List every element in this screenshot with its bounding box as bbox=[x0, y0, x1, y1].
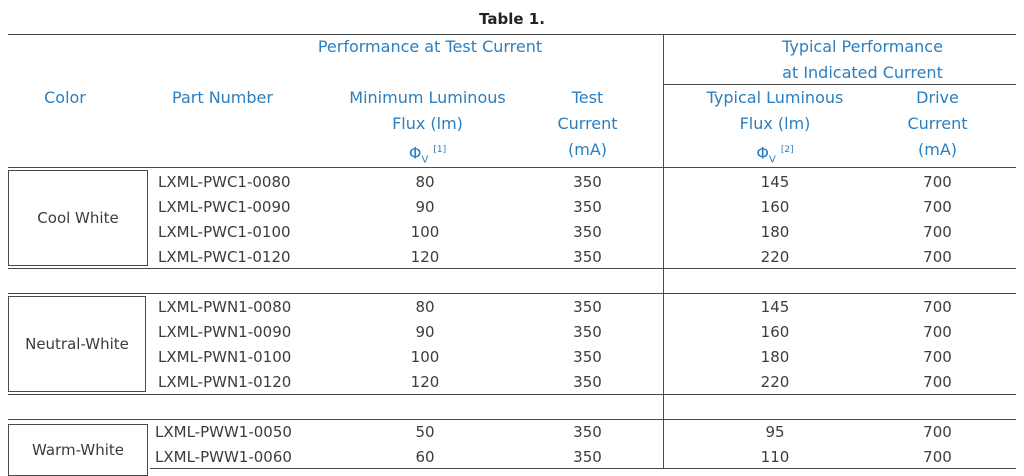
table-row-min-flux: 100 bbox=[410, 348, 440, 366]
group-separator-top bbox=[8, 268, 1016, 269]
color-cell-cool-white: Cool White bbox=[8, 170, 148, 266]
table-row-typ-flux: 145 bbox=[760, 298, 790, 316]
table-row-part: LXML-PWC1-0080 bbox=[158, 173, 291, 191]
col-header-test-current-line1: Test bbox=[571, 88, 604, 107]
col-header-test-current-line3: (mA) bbox=[567, 140, 607, 159]
table-row-test-current: 350 bbox=[573, 198, 602, 216]
col-header-typ-flux-line1: Typical Luminous bbox=[706, 88, 844, 107]
table-row-test-current: 350 bbox=[573, 423, 602, 441]
table-row-test-current: 350 bbox=[573, 298, 602, 316]
table-row-part: LXML-PWC1-0120 bbox=[158, 248, 291, 266]
group-separator-top bbox=[8, 394, 1016, 395]
table-row-drive-current: 700 bbox=[923, 348, 952, 366]
group-header-test: Performance at Test Current bbox=[317, 37, 543, 56]
table-row-min-flux: 100 bbox=[410, 223, 440, 241]
group-divider bbox=[663, 34, 664, 469]
table-row-drive-current: 700 bbox=[923, 223, 952, 241]
table-row-part: LXML-PWN1-0080 bbox=[158, 298, 292, 316]
table-row-test-current: 350 bbox=[573, 323, 602, 341]
col-header-drive-current-line2: Current bbox=[907, 114, 968, 133]
table-row-part: LXML-PWN1-0120 bbox=[158, 373, 292, 391]
col-header-min-flux-symbol: $\Phi_V$ [1] bbox=[408, 143, 447, 166]
table-row-part: LXML-PWN1-0090 bbox=[158, 323, 292, 341]
table-row-part: LXML-PWC1-0090 bbox=[158, 198, 291, 216]
col-header-min-flux-line2: Flux (lm) bbox=[392, 114, 463, 133]
table-row-min-flux: 120 bbox=[410, 373, 440, 391]
table-row-test-current: 350 bbox=[573, 223, 602, 241]
group-header-typical-line2: at Indicated Current bbox=[782, 63, 943, 82]
table-row-min-flux: 80 bbox=[415, 298, 435, 316]
table-row-typ-flux: 110 bbox=[760, 448, 790, 466]
table-row-test-current: 350 bbox=[573, 173, 602, 191]
group-header-typical-line1: Typical Performance bbox=[782, 37, 943, 56]
table-row-drive-current: 700 bbox=[923, 198, 952, 216]
col-header-min-flux-line1: Minimum Luminous bbox=[349, 88, 506, 107]
table-row-drive-current: 700 bbox=[923, 173, 952, 191]
col-header-min-flux bbox=[335, 85, 520, 174]
table-title: Table 1. bbox=[479, 10, 545, 28]
col-header-drive-current-line3: (mA) bbox=[917, 140, 957, 159]
table-row-test-current: 350 bbox=[573, 248, 602, 266]
table-row-typ-flux: 95 bbox=[765, 423, 785, 441]
table-row-min-flux: 90 bbox=[415, 323, 435, 341]
col-header-drive-current bbox=[895, 85, 980, 163]
col-header-typ-flux-symbol: $\Phi_V$ [2] bbox=[756, 143, 794, 166]
table-row-drive-current: 700 bbox=[923, 248, 952, 266]
table-row-test-current: 350 bbox=[573, 348, 602, 366]
table-row-test-current: 350 bbox=[573, 373, 602, 391]
table-row-drive-current: 700 bbox=[923, 448, 952, 466]
table-row-typ-flux: 220 bbox=[760, 248, 790, 266]
table-row-min-flux: 50 bbox=[415, 423, 435, 441]
table-row-drive-current: 700 bbox=[923, 323, 952, 341]
col-header-typ-flux-line2: Flux (lm) bbox=[739, 114, 811, 133]
col-header-test-current bbox=[545, 85, 630, 163]
col-header-typ-flux bbox=[690, 85, 860, 174]
table-row-drive-current: 700 bbox=[923, 373, 952, 391]
table-row-part: LXML-PWN1-0100 bbox=[158, 348, 292, 366]
table-row-min-flux: 60 bbox=[415, 448, 435, 466]
table-row-typ-flux: 220 bbox=[760, 373, 790, 391]
table-row-part: LXML-PWC1-0100 bbox=[158, 223, 291, 241]
table-row-typ-flux: 180 bbox=[760, 223, 790, 241]
col-header-color: Color bbox=[44, 88, 86, 107]
table-row-test-current: 350 bbox=[573, 448, 602, 466]
table-row-part: LXML-PWW1-0060 bbox=[155, 448, 292, 466]
color-cell-warm-white: Warm-White bbox=[8, 424, 148, 476]
table-row-min-flux: 90 bbox=[415, 198, 435, 216]
col-header-part-number: Part Number bbox=[172, 88, 273, 107]
table-row-drive-current: 700 bbox=[923, 423, 952, 441]
table-row-part: LXML-PWW1-0050 bbox=[155, 423, 292, 441]
table-row-min-flux: 80 bbox=[415, 173, 435, 191]
col-header-drive-current-line1: Drive bbox=[916, 88, 959, 107]
table-row-typ-flux: 160 bbox=[760, 198, 790, 216]
table-row-typ-flux: 145 bbox=[760, 173, 790, 191]
table-row-min-flux: 120 bbox=[410, 248, 440, 266]
table-row-typ-flux: 180 bbox=[760, 348, 790, 366]
table-row-typ-flux: 160 bbox=[760, 323, 790, 341]
table-row-drive-current: 700 bbox=[923, 298, 952, 316]
color-cell-neutral-white: Neutral-White bbox=[8, 296, 146, 392]
col-header-test-current-line2: Current bbox=[557, 114, 618, 133]
group-separator-bottom bbox=[8, 293, 1016, 294]
